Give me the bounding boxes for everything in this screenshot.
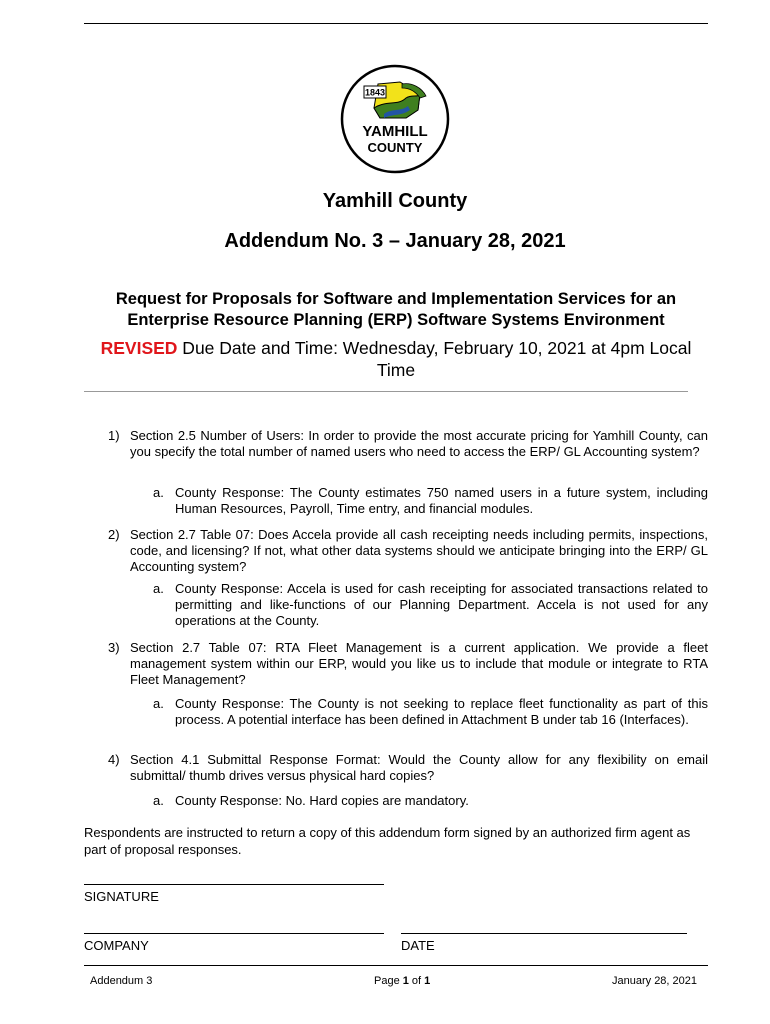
answer-label: a. [153, 581, 164, 596]
answer-text: County Response: The County is not seeking to replace fleet functionality as part of this process. A potential interface has been defined in Attachment B under tab 16 (Interfaces). [175, 696, 708, 727]
question-text: Section 2.7 Table 07: Does Accela provide all cash receipting needs including permits, inspections, code, and licensing? If not, what other data systems should we anticipate bringing into the ERP/ GL Accounting system? [130, 527, 708, 574]
question-text: Section 2.7 Table 07: RTA Fleet Management is a current application. We provide a fleet management system within our ERP, would you like us to include that module or integrate to RTA Fleet Management? [130, 640, 708, 687]
due-date-text: Due Date and Time: Wednesday, February 10, 2021 at 4pm Local Time [177, 338, 692, 380]
footer-left: Addendum 3 [90, 975, 153, 987]
page-current: 1 [402, 975, 409, 987]
answer-label: a. [153, 696, 164, 711]
question-3 [108, 640, 708, 688]
section-divider [84, 391, 688, 392]
logo-name-line2: COUNTY [367, 140, 423, 155]
signature-line[interactable] [84, 884, 384, 885]
page-total: 1 [424, 975, 431, 987]
footer-page-number [374, 975, 430, 987]
question-1 [108, 428, 708, 460]
question-2 [108, 527, 708, 575]
question-text: Section 2.5 Number of Users: In order to provide the most accurate pricing for Yamhill County, can you specify the total number of named users who need to access the ERP/ GL Accounting system? [130, 428, 708, 459]
answer-text: County Response: The County estimates 750 named users in a future system, including Human Resources, Payroll, Time entry, and financial modules. [175, 485, 708, 516]
question-number: 2) [108, 527, 120, 542]
footer-right-date: January 28, 2021 [612, 975, 698, 987]
due-date [84, 337, 708, 381]
date-label: DATE [401, 938, 435, 953]
answer-label: a. [153, 793, 164, 808]
company-line[interactable] [84, 933, 384, 934]
answer-3 [153, 696, 708, 728]
instructions-paragraph: Respondents are instructed to return a copy of this addendum form signed by an authorized firm agent as part of proposal responses. [84, 825, 691, 857]
rfp-title-line2: Enterprise Resource Planning (ERP) Software Systems Environment [127, 311, 665, 329]
rfp-title [84, 289, 708, 331]
page-prefix: Page [374, 975, 403, 987]
question-text: Section 4.1 Submittal Response Format: Would the County allow for any flexibility on email submittal/ thumb drives versus physical hard copies? [130, 752, 708, 783]
question-number: 3) [108, 640, 120, 655]
county-title: Yamhill County [322, 190, 468, 212]
page-of: of [408, 975, 425, 987]
footer-rule [84, 965, 708, 966]
rfp-title-line1: Request for Proposals for Software and Implementation Services for an [115, 290, 677, 308]
question-4 [108, 752, 708, 784]
question-number: 1) [108, 428, 120, 443]
question-number: 4) [108, 752, 120, 767]
addendum-title: Addendum No. 3 – January 28, 2021 [224, 230, 566, 252]
logo-name-line1: YAMHILL [362, 123, 428, 140]
answer-1 [153, 485, 708, 517]
revised-label: REVISED [100, 338, 178, 358]
date-line[interactable] [401, 933, 687, 934]
signature-label: SIGNATURE [84, 889, 159, 904]
yamhill-county-seal-logo [340, 64, 450, 174]
answer-4 [153, 793, 708, 809]
logo-year: 1843 [364, 87, 386, 98]
company-label: COMPANY [84, 938, 149, 953]
answer-label: a. [153, 485, 164, 500]
answer-2 [153, 581, 708, 629]
answer-text: County Response: No. Hard copies are mandatory. [175, 793, 469, 808]
answer-text: County Response: Accela is used for cash receipting for associated transactions related to permitting and like-functions of our Planning Department. Accela is not used for any operations at the County. [175, 581, 708, 628]
top-rule [84, 23, 708, 24]
